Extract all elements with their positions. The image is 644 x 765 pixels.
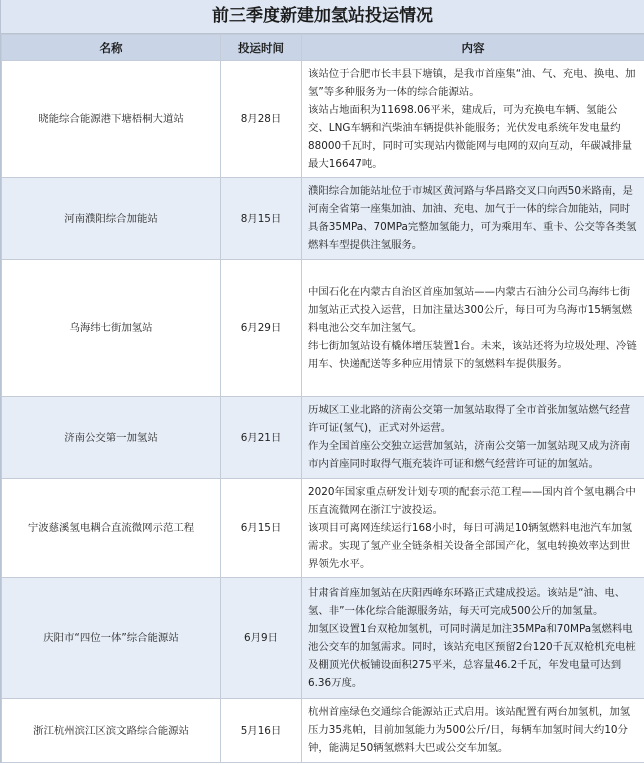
description-paragraph: 中国石化在内蒙古自治区首座加氢站——内蒙古石油分公司乌海纬七街加氢站正式投入运营，日加注量达300公斤，每日可为乌海市15辆氢燃料电池公交车加注氢气。 <box>308 285 632 334</box>
description-paragraph: 该项目可离网连续运行168小时，每日可满足10辆氢燃料电池汽车加氢需求。实现了氢产业全链条相关设备全部国产化，氢电转换效率达到世界领先水平。 <box>308 521 632 570</box>
station-name: 济南公交第一加氢站 <box>2 397 221 479</box>
stations-table <box>1 34 644 763</box>
header-name: 名称 <box>2 35 221 61</box>
table-row <box>2 178 644 260</box>
description-paragraph: 纬七街加氢站设有橇体增压装置1台。未来，该站还将为垃圾处理、冷链用车、快递配送等多种应用情景下的氢燃料车提供服务。 <box>308 339 637 370</box>
operation-date: 6月9日 <box>221 578 302 699</box>
table-row <box>2 578 644 699</box>
description-paragraph: 濮阳综合加能站址位于市城区黄河路与华昌路交叉口向西50米路南，是河南全省第一座集加油、加油、充电、加气于一体的综合加能站，同时具备35MPa、70MPa完整加氢能力，可为乘用车、重卡、公交等各类氢燃料车型提供注氢服务。 <box>308 185 637 251</box>
station-description <box>302 260 644 397</box>
station-name: 浙江杭州滨江区滨文路综合能源站 <box>2 699 221 763</box>
header-date: 投运时间 <box>221 35 302 61</box>
description-paragraph: 杭州首座绿色交通综合能源站正式启用。该站配置有两台加氢机，加氢压力35兆帕，目前加氢能力为500公斤/日，每辆车加氢时间大约10分钟，能满足50辆氢燃料大巴或公交车加氢。 <box>308 706 631 754</box>
table-row <box>2 397 644 479</box>
station-description <box>302 578 644 699</box>
description-paragraph: 该站占地面积为11698.06平米，建成后，可为充换电车辆、氢能公交、LNG车辆和汽柴油车辆提供补能服务；光伏发电系统年发电量约88000千瓦时，同时可实现站内微能网与电网的双向互动，年碳减排量最大16647吨。 <box>308 103 632 170</box>
station-description <box>302 61 644 178</box>
operation-date: 5月16日 <box>221 699 302 763</box>
description-paragraph: 加氢区设置1台双枪加氢机，可同时满足加注35MPa和70MPa氢燃料电池公交车的加氢需求。同时，该站充电区预留2台120千瓦双枪机充电桩及棚顶光伏板铺设面积275平米，总容量46.2千瓦，年发电量可达到6.36万度。 <box>308 622 636 689</box>
operation-date: 6月21日 <box>221 397 302 479</box>
operation-date: 6月29日 <box>221 260 302 397</box>
header-row <box>2 35 644 61</box>
operation-date: 6月15日 <box>221 479 302 578</box>
operation-date: 8月15日 <box>221 178 302 260</box>
description-paragraph: 该站位于合肥市长丰县下塘镇，是我市首座集“油、气、充电、换电、加氢”等多种服务为一体的综合能源站。 <box>308 67 636 98</box>
operation-date: 8月28日 <box>221 61 302 178</box>
station-description <box>302 479 644 578</box>
header-content: 内容 <box>302 35 644 61</box>
station-name: 乌海纬七街加氢站 <box>2 260 221 397</box>
station-name: 晓能综合能源港下塘梧桐大道站 <box>2 61 221 178</box>
station-name: 河南濮阳综合加能站 <box>2 178 221 260</box>
table-row <box>2 479 644 578</box>
description-paragraph: 2020年国家重点研发计划专项的配套示范工程——国内首个氢电耦合中压直流微网在浙江宁波投运。 <box>308 485 636 516</box>
station-description <box>302 397 644 479</box>
table-row <box>2 699 644 763</box>
station-name: 宁波慈溪氢电耦合直流微网示范工程 <box>2 479 221 578</box>
station-description <box>302 178 644 260</box>
table-row <box>2 260 644 397</box>
station-name: 庆阳市“四位一体”综合能源站 <box>2 578 221 699</box>
table-title: 前三季度新建加氢站投运情况 <box>1 0 644 34</box>
description-paragraph: 历城区工业北路的济南公交第一加氢站取得了全市首张加氢站燃气经营许可证(氢气)，正式对外运营。 <box>308 404 631 434</box>
station-description <box>302 699 644 763</box>
table-row <box>2 61 644 178</box>
description-paragraph: 甘肃省首座加氢站在庆阳西峰东环路正式建成投运。该站是“油、电、氢、非”一体化综合能源服务站，每天可完成500公斤的加氢量。 <box>308 586 626 617</box>
description-paragraph: 作为全国首座公交独立运营加氢站，济南公交第一加氢站现又成为济南市内首座同时取得气瓶充装许可证和燃气经营许可证的加氢站。 <box>308 440 631 470</box>
